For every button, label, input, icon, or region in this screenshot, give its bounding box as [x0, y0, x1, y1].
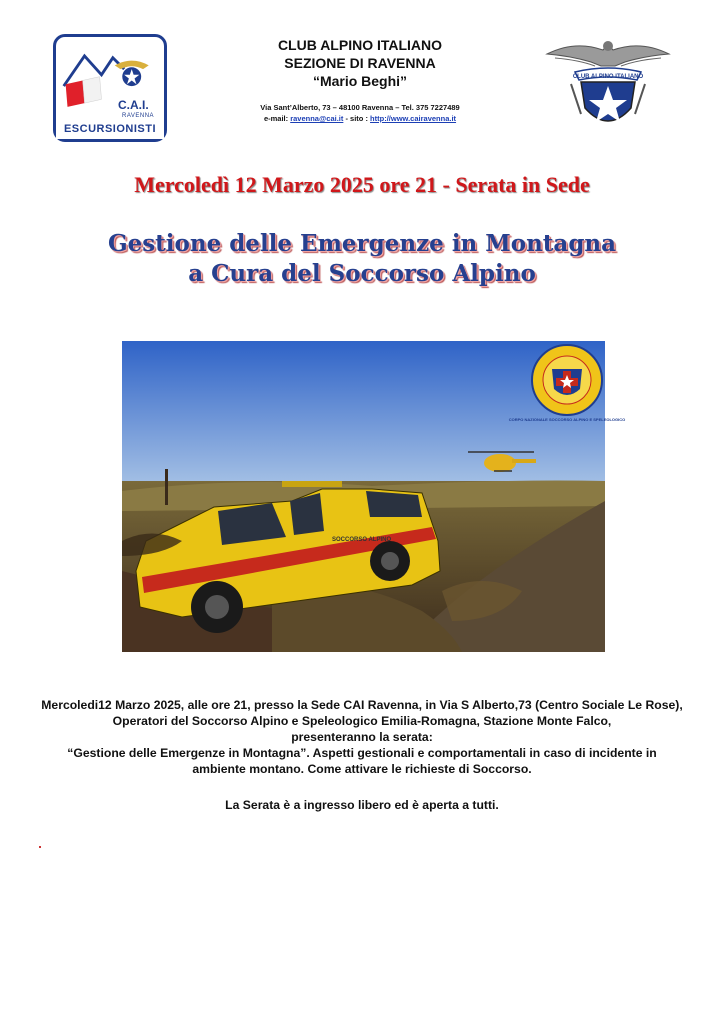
event-title-line1: Gestione delle Emergenze in Montagna — [107, 230, 617, 257]
event-description — [40, 697, 684, 813]
stray-dot — [39, 846, 41, 848]
site-label: - sito : — [343, 114, 371, 123]
org-section: SEZIONE DI RAVENNA — [284, 55, 436, 71]
org-address: Via Sant’Alberto, 73 – 48100 Ravenna – Tel. 375 7227489 — [260, 103, 460, 112]
emblem-label: CLUB ALPINO ITALIANO — [572, 74, 644, 80]
cai-logo-text: C.A.I. — [118, 98, 149, 112]
org-contact — [220, 113, 500, 124]
event-title-line2: a Cura del Soccorso Alpino — [188, 260, 536, 287]
rescue-vehicle-photo — [122, 341, 626, 652]
site-link[interactable]: http://www.cairavenna.it — [370, 114, 457, 123]
email-label: e-mail: — [263, 114, 291, 123]
org-header — [220, 36, 500, 124]
badge-text: CORPO NAZIONALE SOCCORSO ALPINO E SPELEOLOGICO — [508, 417, 626, 422]
cai-eagle-emblem-icon — [545, 36, 671, 140]
email-link[interactable]: ravenna@cai.it — [290, 114, 344, 123]
city-logo-text: RAVENNA — [122, 113, 155, 119]
description-line1: Mercoledi12 Marzo 2025, alle ore 21, presso la Sede CAI Ravenna, in Via S Alberto,73 (Centro Sociale Le Rose), Operatori del Soccorso Alpino e Speleologico Emilia-Romagna, Stazione Monte Falco, — [41, 698, 683, 728]
event-title — [0, 229, 724, 289]
cai-escursionisti-logo — [53, 34, 167, 142]
description-line3: “Gestione delle Emergenze in Montagna”. Aspetti gestionali e comportamentali in caso di incidente in ambiente montano. Come attivare le richieste di Soccorso. — [67, 746, 657, 776]
description-line2: presenteranno la serata: — [291, 730, 433, 744]
vehicle-door-text: SOCCORSO ALPINO — [332, 537, 392, 543]
org-dedication: “Mario Beghi” — [312, 73, 408, 89]
entry-note: La Serata è a ingresso libero ed è aperta a tutti. — [225, 798, 499, 812]
escursionisti-label: ESCURSIONISTI — [56, 119, 164, 139]
event-date-line: Mercoledì 12 Marzo 2025 ore 21 - Serata in Sede — [134, 172, 590, 197]
org-name: CLUB ALPINO ITALIANO — [277, 37, 443, 53]
